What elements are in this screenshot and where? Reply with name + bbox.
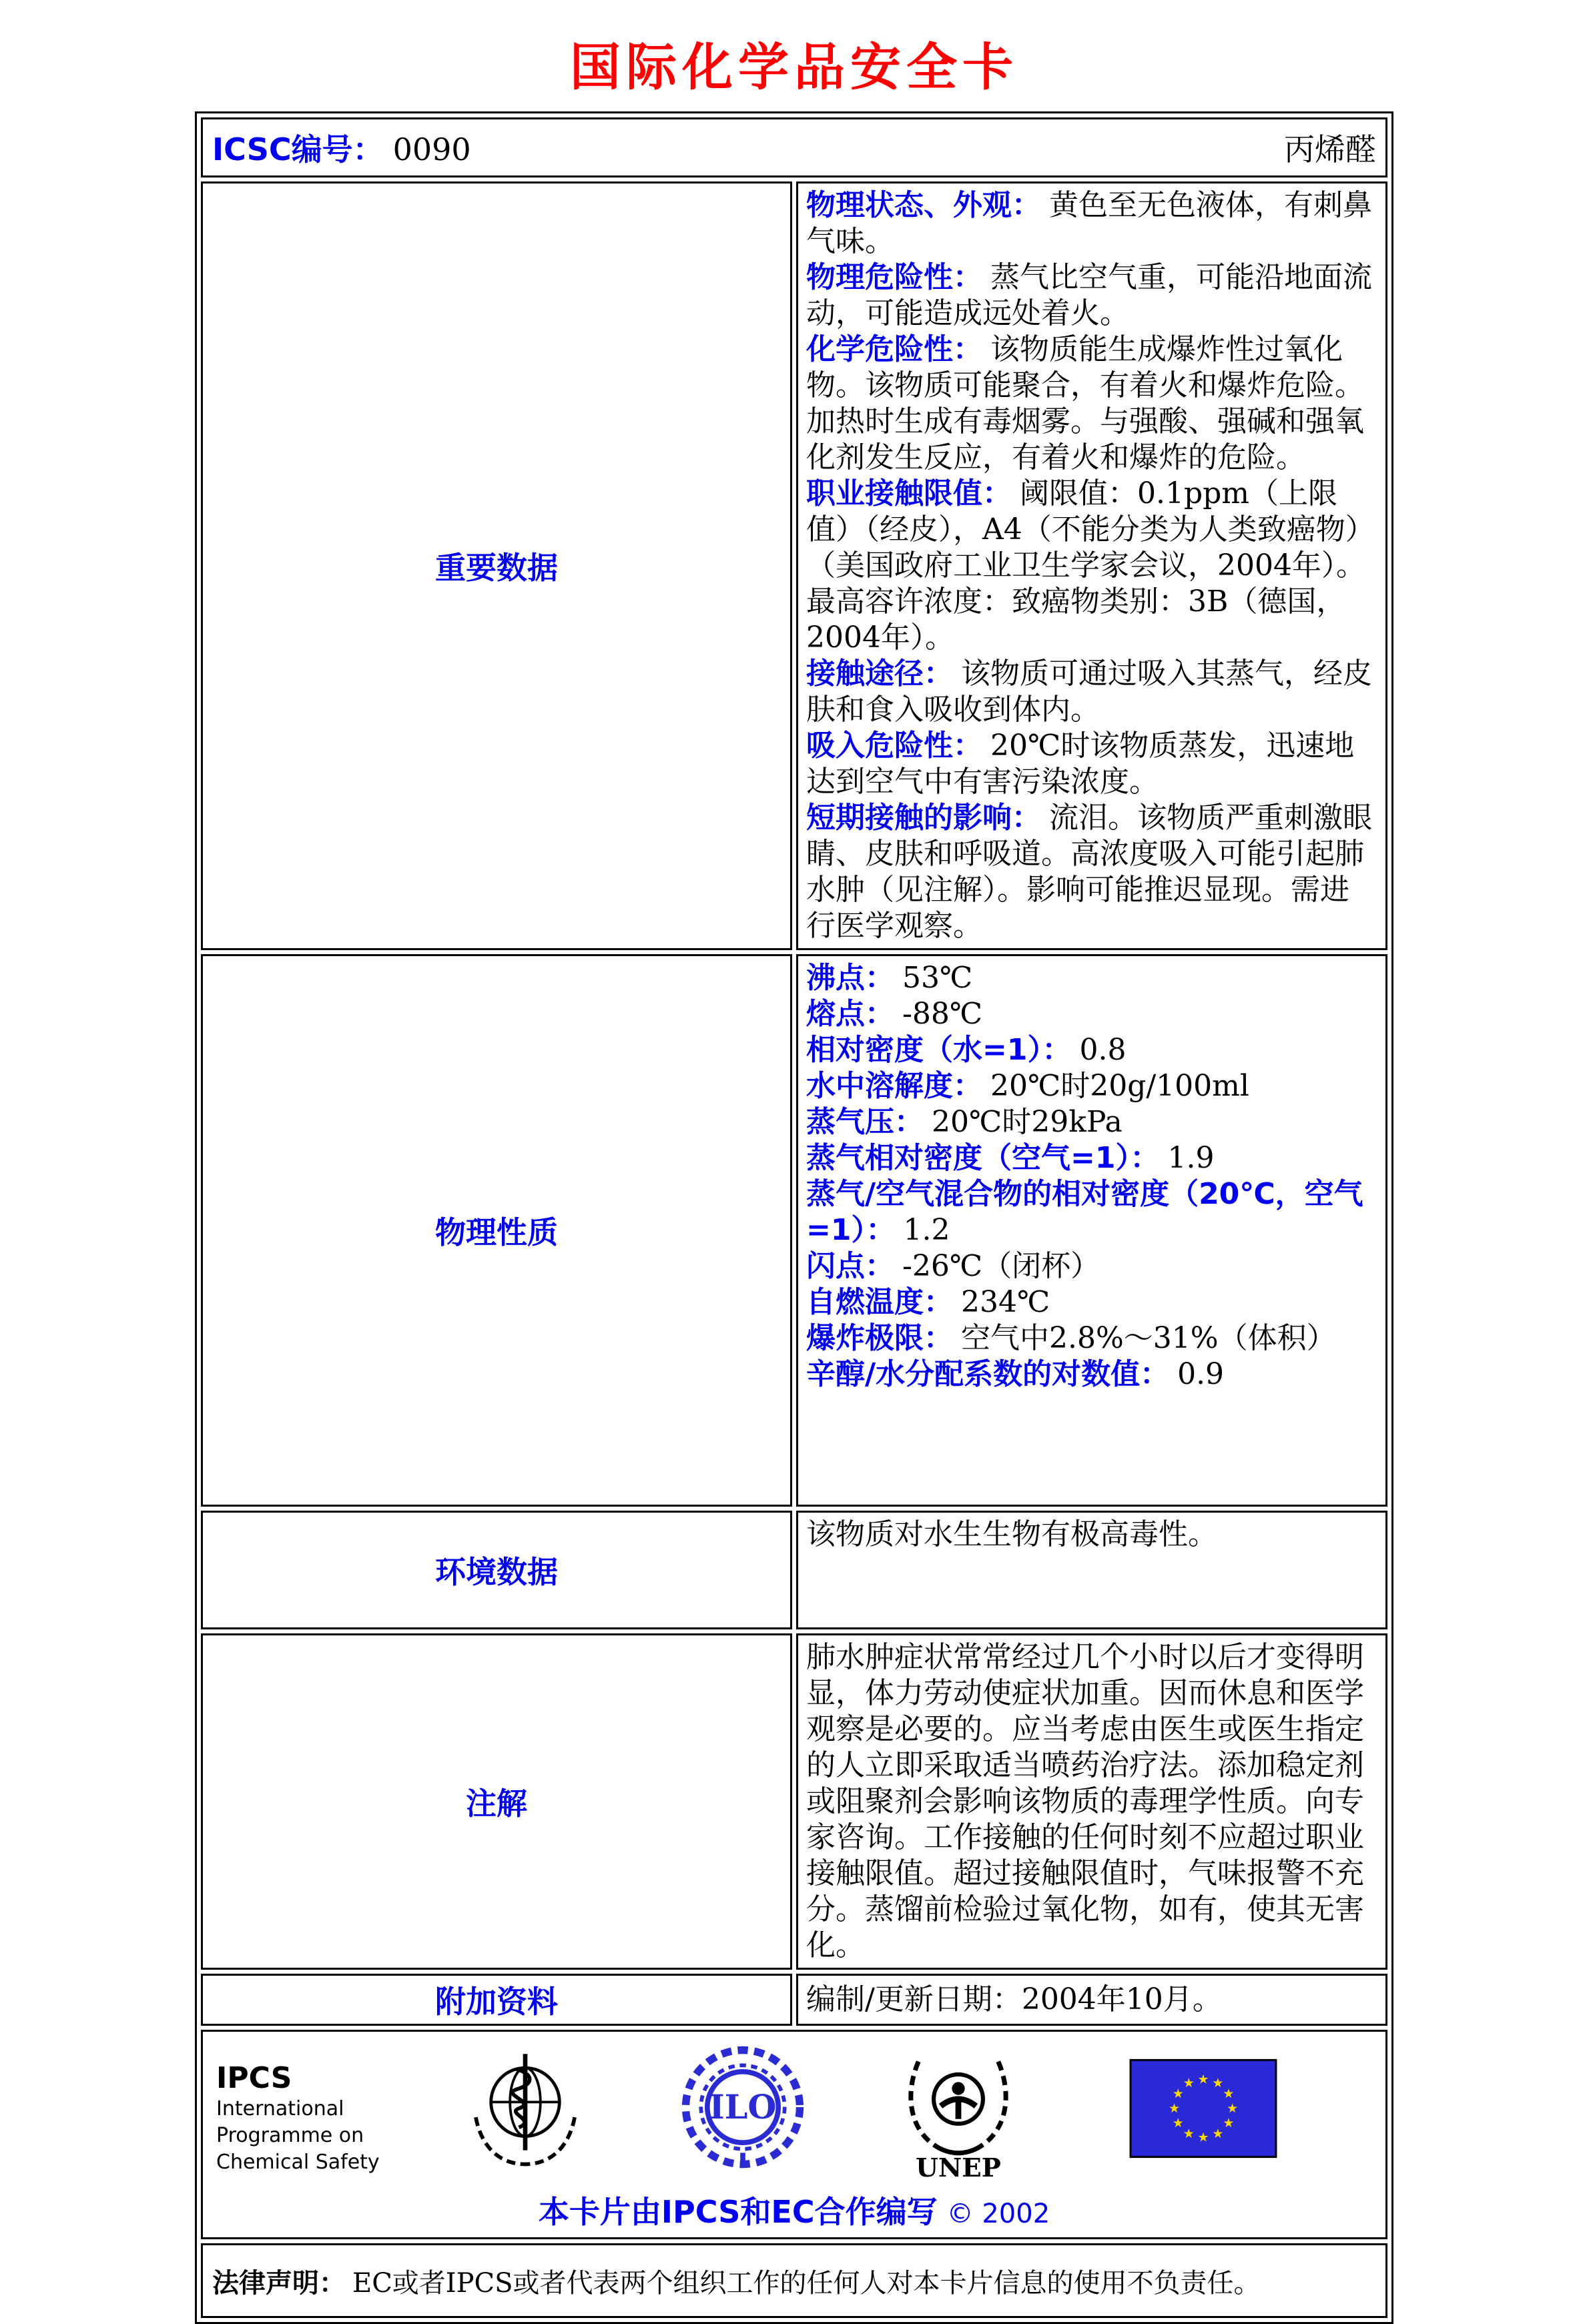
- ilo-logo-text: ILO: [709, 2088, 777, 2127]
- unep-logo-text: UNEP: [916, 2153, 1001, 2183]
- field-value: 空气中2.8%～31%（体积）: [961, 1321, 1336, 1355]
- physical-properties-section-label: 物理性质: [201, 954, 792, 1507]
- property-line: [806, 1104, 1377, 1140]
- legal-notice-label: 法律声明：: [212, 2267, 346, 2299]
- property-line: [806, 1176, 1377, 1248]
- field-label: 熔点：: [806, 997, 894, 1031]
- field-value: 1.2: [903, 1213, 950, 1247]
- ilo-logo-icon: [679, 2044, 806, 2171]
- field-label: 沸点：: [806, 961, 894, 995]
- field-value: 该物质可通过吸入其蒸气，经皮肤和食入吸收到体内。: [806, 657, 1372, 727]
- field-label: 蒸气相对密度（空气=1）：: [806, 1141, 1160, 1175]
- field-label: 水中溶解度：: [806, 1069, 982, 1103]
- svg-text:★: ★: [1168, 2101, 1180, 2116]
- icsc-number-value: 0090: [392, 131, 471, 167]
- important-line: [806, 800, 1377, 944]
- property-line: [806, 1357, 1377, 1393]
- legal-row: [201, 2243, 1387, 2318]
- svg-text:★: ★: [1172, 2086, 1184, 2102]
- additional-info-section-label: 附加资料: [201, 1974, 792, 2026]
- environmental-data-section-label: 环境数据: [201, 1511, 792, 1629]
- property-line: [806, 1068, 1377, 1104]
- page-title: 国际化学品安全卡: [570, 37, 1018, 97]
- ipcs-block: [216, 2041, 410, 2176]
- important-line: [806, 476, 1377, 656]
- field-value: -26℃（闭杯）: [902, 1249, 1100, 1283]
- legal-notice-text: EC或者IPCS或者代表两个组织工作的任何人对本卡片信息的使用不负责任。: [352, 2267, 1261, 2299]
- field-value: 0.8: [1079, 1033, 1127, 1067]
- ipcs-subtitle-line: Chemical Safety: [216, 2151, 380, 2174]
- logos-cell: [201, 2030, 1387, 2239]
- field-value: -88℃: [902, 997, 983, 1031]
- field-label: 自燃温度：: [806, 1285, 953, 1319]
- svg-text:★: ★: [1212, 2126, 1224, 2141]
- property-line: [806, 1140, 1377, 1176]
- environmental-data-row: [201, 1511, 1387, 1629]
- notes-content: 肺水肿症状常常经过几个小时以后才变得明显，体力劳动使症状加重。因而休息和医学观察是必要的。应当考虑由医生或医生指定的人立即采取适当喷药治疗法。添加稳定剂或阻聚剂会影响该物质的毒理学性质。向专家咨询。工作接触的任何时刻不应超过职业接触限值。超过接触限值时，气味报警不充分。蒸馏前检验过氧化物，如有，使其无害化。: [796, 1633, 1387, 1970]
- field-value: 20℃时29kPa: [932, 1105, 1123, 1139]
- field-label: 闪点：: [806, 1249, 894, 1283]
- field-label: 相对密度（水=1）：: [806, 1033, 1072, 1067]
- field-value: 0.9: [1177, 1357, 1225, 1391]
- svg-text:★: ★: [1212, 2076, 1224, 2091]
- notes-row: [201, 1633, 1387, 1970]
- field-value: 蒸气比空气重，可能沿地面流动，可能造成远处着火。: [806, 260, 1372, 330]
- svg-text:★: ★: [1197, 2130, 1209, 2145]
- notes-section-label: 注解: [201, 1633, 792, 1970]
- property-line: [806, 960, 1377, 996]
- additional-info-content: 编制/更新日期：2004年10月。: [796, 1974, 1387, 2026]
- physical-properties-content: [796, 954, 1387, 1507]
- who-logo-icon: [462, 2044, 589, 2171]
- svg-text:★: ★: [1183, 2076, 1195, 2091]
- field-value: 20℃时20g/100ml: [990, 1069, 1249, 1103]
- eu-flag-icon: [1131, 2058, 1276, 2159]
- credit-text: 本卡片由IPCS和EC合作编写: [538, 2194, 938, 2230]
- important-line: [806, 260, 1377, 332]
- icsc-page: [0, 27, 1583, 2299]
- svg-text:★: ★: [1223, 2086, 1235, 2102]
- important-line: [806, 656, 1377, 728]
- ipcs-subtitle-line: International: [216, 2097, 344, 2120]
- property-line: [806, 1284, 1377, 1320]
- field-label: 接触途径：: [806, 657, 953, 691]
- field-label: 吸入危险性：: [806, 729, 982, 763]
- header-row: [201, 117, 1387, 177]
- svg-text:★: ★: [1172, 2115, 1184, 2131]
- important-data-content: [796, 181, 1387, 950]
- field-value: 1.9: [1167, 1141, 1215, 1175]
- legal-cell: [201, 2243, 1387, 2318]
- field-label: 爆炸极限：: [806, 1321, 953, 1355]
- unep-logo-icon: [900, 2045, 1017, 2181]
- svg-text:★: ★: [1223, 2115, 1235, 2131]
- field-label: 辛醇/水分配系数的对数值：: [806, 1357, 1170, 1391]
- field-value: 20℃时该物质蒸发，迅速地达到空气中有害污染浓度。: [806, 729, 1355, 799]
- environmental-data-content: 该物质对水生生物有极高毒性。: [796, 1511, 1387, 1629]
- important-data-row: [201, 181, 1387, 950]
- svg-text:★: ★: [1183, 2126, 1195, 2141]
- field-value: 流泪。该物质严重刺激眼睛、皮肤和呼吸道。高浓度吸入可能引起肺水肿（见注解）。影响可能推迟显现。需进行医学观察。: [806, 801, 1372, 943]
- chemical-name: 丙烯醛: [1284, 131, 1376, 167]
- header-cell: [201, 117, 1387, 177]
- property-line: [806, 1320, 1377, 1357]
- field-label: 短期接触的影响：: [806, 801, 1041, 835]
- logos-strip: [210, 2041, 1379, 2181]
- svg-text:★: ★: [1227, 2101, 1239, 2116]
- field-value: 黄色至无色液体，有刺鼻气味。: [806, 188, 1372, 258]
- additional-info-row: [201, 1974, 1387, 2026]
- icsc-number-group: [212, 125, 471, 169]
- copyright-text: © 2002: [946, 2199, 1050, 2229]
- property-line: [806, 1248, 1377, 1284]
- field-value: 阈限值：0.1ppm（上限值）（经皮），A4（不能分类为人类致癌物）（美国政府工业卫生学家会议，2004年）。最高容许浓度：致癌物类别：3B（德国，2004年）。: [806, 476, 1375, 655]
- field-value: 234℃: [961, 1285, 1050, 1319]
- logos-row: [201, 2030, 1387, 2239]
- field-label: 蒸气压：: [806, 1105, 924, 1139]
- field-value: 该物质能生成爆炸性过氧化物。该物质可能聚合，有着火和爆炸危险。加热时生成有毒烟雾。与强酸、强碱和强氧化剂发生反应，有着火和爆炸的危险。: [806, 332, 1364, 474]
- field-value: 53℃: [902, 961, 973, 995]
- important-line: [806, 187, 1377, 260]
- property-line: [806, 1032, 1377, 1068]
- ipcs-subtitle-line: Programme on: [216, 2124, 364, 2147]
- field-label: 蒸气/空气混合物的相对密度（20℃，空气=1）：: [806, 1177, 1363, 1247]
- field-label: 化学危险性：: [806, 332, 982, 366]
- important-line: [806, 728, 1377, 800]
- important-line: [806, 332, 1377, 476]
- field-label: 职业接触限值：: [806, 476, 1012, 510]
- icsc-card-table: [195, 111, 1393, 2324]
- credit-line: [210, 2188, 1379, 2232]
- physical-properties-row: [201, 954, 1387, 1507]
- icsc-number-label: ICSC编号：: [212, 131, 384, 167]
- important-data-section-label: 重要数据: [201, 181, 792, 950]
- field-label: 物理危险性：: [806, 260, 982, 294]
- ipcs-title: IPCS: [216, 2061, 292, 2095]
- property-line: [806, 996, 1377, 1032]
- field-label: 物理状态、外观：: [806, 188, 1041, 222]
- svg-text:★: ★: [1197, 2072, 1209, 2087]
